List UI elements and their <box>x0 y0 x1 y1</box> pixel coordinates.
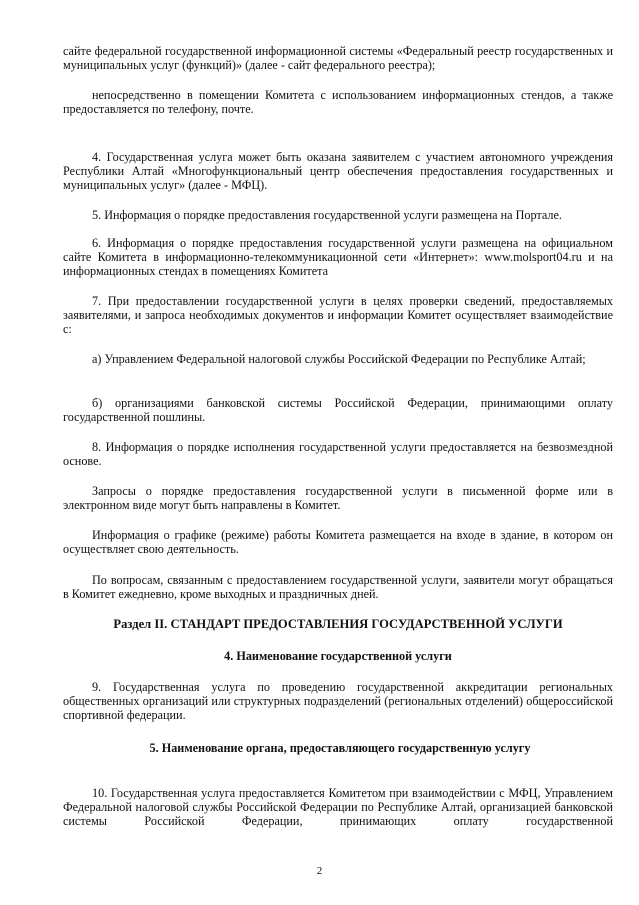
paragraph-info-stands: непосредственно в помещении Комитета с использованием информационных стендов, а также предоставляется по телефону, почте. <box>63 88 613 116</box>
page-number: 2 <box>316 865 323 877</box>
subheading-service-name: 4. Наименование государственной услуги <box>224 649 452 663</box>
paragraph-7a: а) Управлением Федеральной налоговой службы Российской Федерации по Республике Алтай; <box>92 352 586 366</box>
paragraph-9: 9. Государственная услуга по проведению государственной аккредитации региональных общественных организаций или структурных подразделений (региональных отделений) общероссийской спортивной федерации. <box>63 680 613 722</box>
paragraph-4: 4. Государственная услуга может быть оказана заявителем с участием автономного учреждения Республики Алтай «Многофункциональный центр обеспечения предоставления государственных и муниципальных услуг» (далее - МФЦ). <box>63 150 613 192</box>
paragraph-5: 5. Информация о порядке предоставления государственной услуги размещена на Портале. <box>92 208 562 222</box>
paragraph-requests: Запросы о порядке предоставления государственной услуги в письменной форме или в электронном виде могут быть направлены в Комитет. <box>63 484 613 512</box>
paragraph-7: 7. При предоставлении государственной услуги в целях проверки сведений, предоставляемых заявителями, и запроса необходимых документов и информации Комитет осуществляет взаимодействие с: <box>63 294 613 336</box>
paragraph-7b: б) организациями банковской системы Российской Федерации, принимающими оплату государственной пошлины. <box>63 396 613 424</box>
subheading-authority: 5. Наименование органа, предоставляющего государственную услугу <box>149 741 531 755</box>
paragraph-federal-registry: сайте федеральной государственной информационной системы «Федеральный реестр государственных и муниципальных услуг (функций)» (далее - сайт федерального реестра); <box>63 44 613 72</box>
paragraph-6: 6. Информация о порядке предоставления государственной услуги размещена на официальном сайте Комитета в информационно-телекоммуникационной сети «Интернет»: www.molsport04.ru и на информационных стендах в помещениях Комитета <box>63 236 613 278</box>
paragraph-schedule: Информация о графике (режиме) работы Комитета размещается на входе в здание, в котором он осуществляет свою деятельность. <box>63 528 613 556</box>
paragraph-contact: По вопросам, связанным с предоставлением государственной услуги, заявители могут обращаться в Комитет ежедневно, кроме выходных и праздничных дней. <box>63 573 613 601</box>
paragraph-10: 10. Государственная услуга предоставляется Комитетом при взаимодействии с МФЦ, Управлением Федеральной налоговой службы Российской Федерации по Республике Алтай, организацией банковской системы Российской Федерации, принимающих оплату государственной <box>63 786 613 828</box>
section-heading: Раздел II. СТАНДАРТ ПРЕДОСТАВЛЕНИЯ ГОСУДАРСТВЕННОЙ УСЛУГИ <box>113 617 563 631</box>
paragraph-8: 8. Информация о порядке исполнения государственной услуги предоставляется на безвозмездной основе. <box>63 440 613 468</box>
